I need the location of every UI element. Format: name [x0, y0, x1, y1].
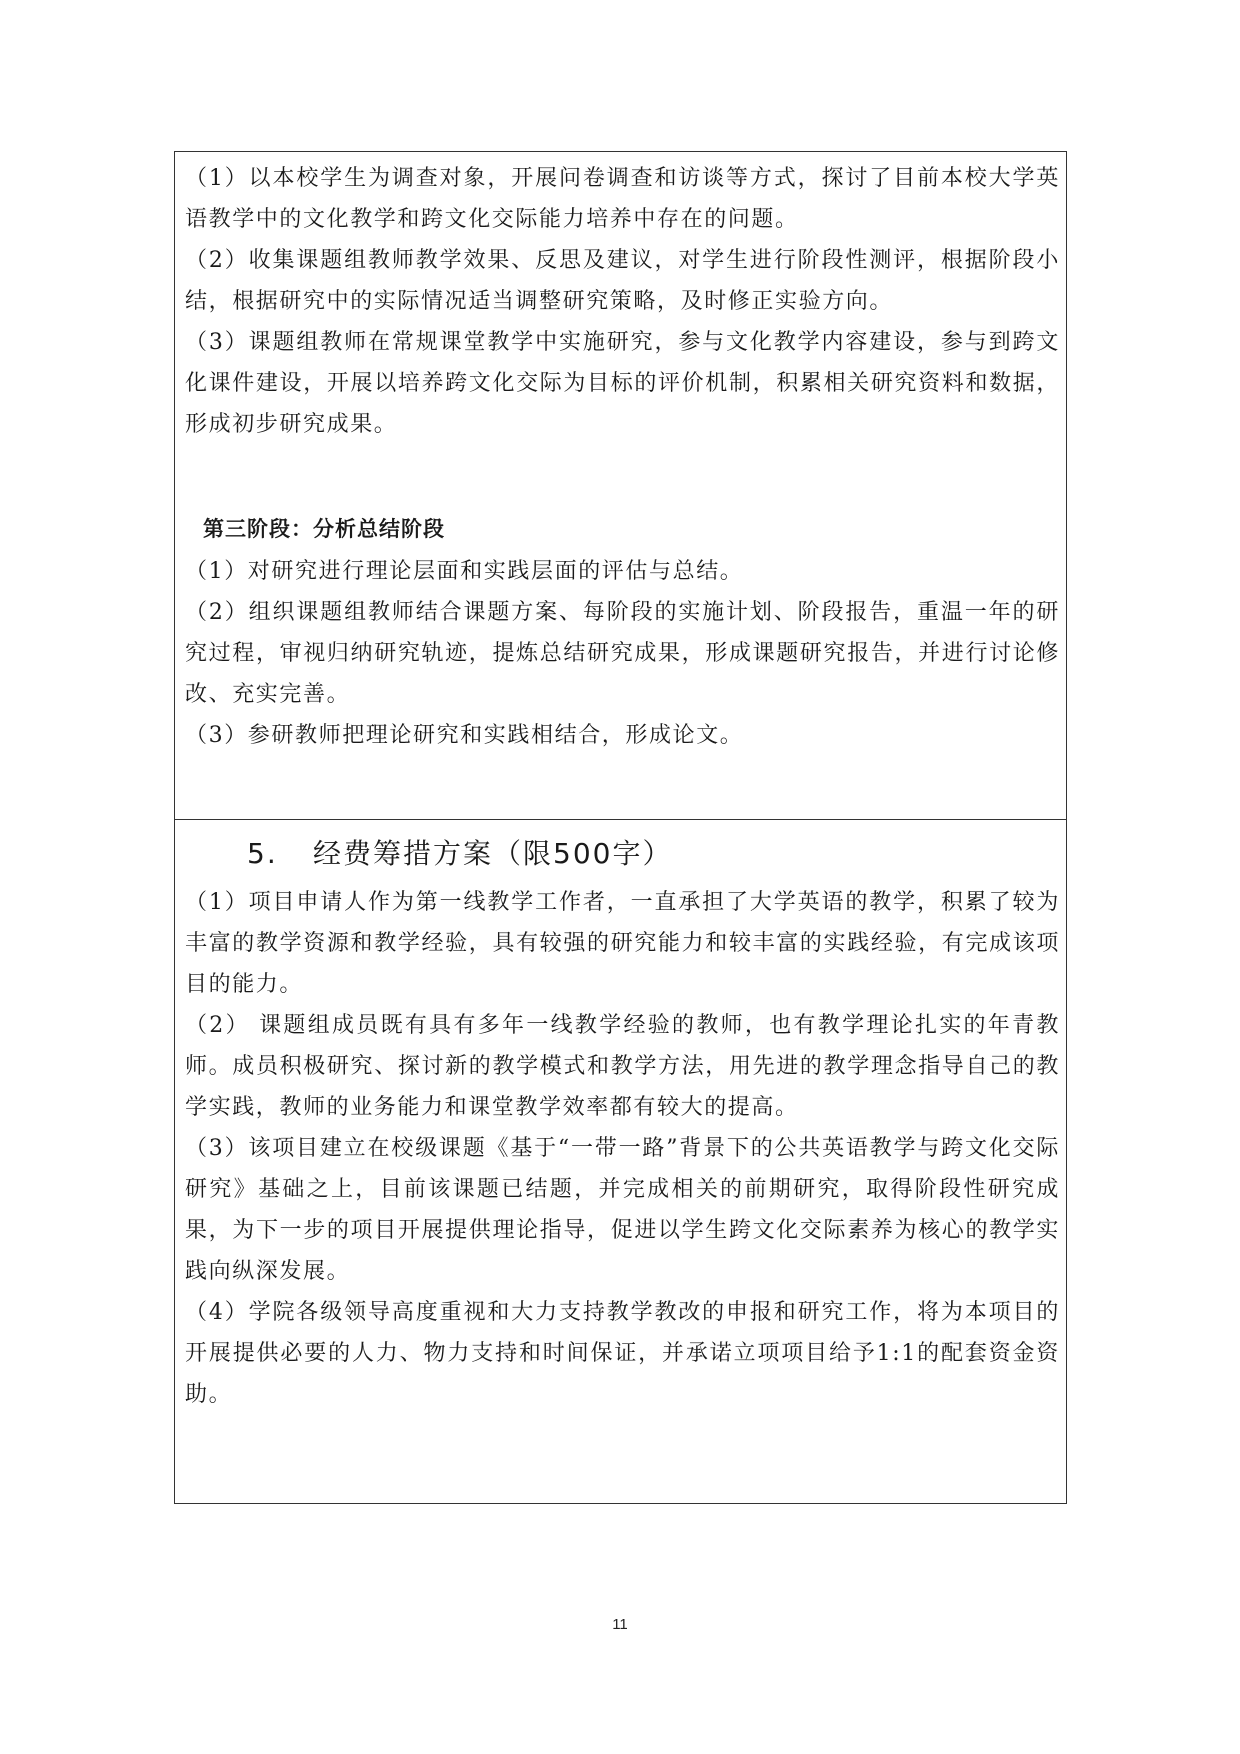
form-table: [174, 151, 1067, 1504]
paragraph: （2）组织课题组教师结合课题方案、每阶段的实施计划、阶段报告，重温一年的研究过程，审视归纳研究轨迹，提炼总结研究成果，形成课题研究报告，并进行讨论修改、充实完善。: [185, 600, 1060, 707]
section-number: 5.: [247, 837, 278, 870]
paragraph: （2） 课题组成员既有具有多年一线教学经验的教师，也有教学理论扎实的年青教师。成员积极研究、探讨新的教学模式和教学方法，用先进的教学理念指导自己的教学实践，教师的业务能力和课堂教学效率都有较大的提高。: [185, 1013, 1060, 1120]
funding-plan-cell: [175, 820, 1066, 1503]
stage-three-heading: 第三阶段：分析总结阶段: [203, 517, 445, 541]
paragraph: （3）参研教师把理论研究和实践相结合，形成论文。: [185, 723, 744, 748]
page-number: 11: [612, 1616, 628, 1633]
paragraph: （1）项目申请人作为第一线教学工作者，一直承担了大学英语的教学，积累了较为丰富的教学资源和教学经验，具有较强的研究能力和较丰富的实践经验，有完成该项目的能力。: [185, 890, 1060, 997]
paragraph: （1）对研究进行理论层面和实践层面的评估与总结。: [185, 559, 744, 584]
section-five-heading: [247, 832, 1060, 876]
section-title: 经费筹措方案（限500字）: [313, 837, 673, 870]
paragraph: （1）以本校学生为调查对象，开展问卷调查和访谈等方式，探讨了目前本校大学英语教学中的文化教学和跨文化交际能力培养中存在的问题。: [185, 166, 1060, 232]
paragraph: （3）课题组教师在常规课堂教学中实施研究，参与文化教学内容建设，参与到跨文化课件建设，开展以培养跨文化交际为目标的评价机制，积累相关研究资料和数据，形成初步研究成果。: [185, 330, 1060, 437]
paragraph: （4）学院各级领导高度重视和大力支持教学教改的申报和研究工作，将为本项目的开展提供必要的人力、物力支持和时间保证，并承诺立项项目给予1:1的配套资金资助。: [185, 1300, 1060, 1407]
paragraph: （2）收集课题组教师教学效果、反思及建议，对学生进行阶段性测评，根据阶段小结，根据研究中的实际情况适当调整研究策略，及时修正实验方向。: [185, 248, 1060, 314]
paragraph: （3）该项目建立在校级课题《基于“一带一路”背景下的公共英语教学与跨文化交际研究》基础之上，目前该课题已结题，并完成相关的前期研究，取得阶段性研究成果，为下一步的项目开展提供理论指导，促进以学生跨文化交际素养为核心的教学实践向纵深发展。: [185, 1136, 1060, 1284]
research-plan-cell: [175, 152, 1066, 820]
spacer: [185, 445, 1060, 509]
